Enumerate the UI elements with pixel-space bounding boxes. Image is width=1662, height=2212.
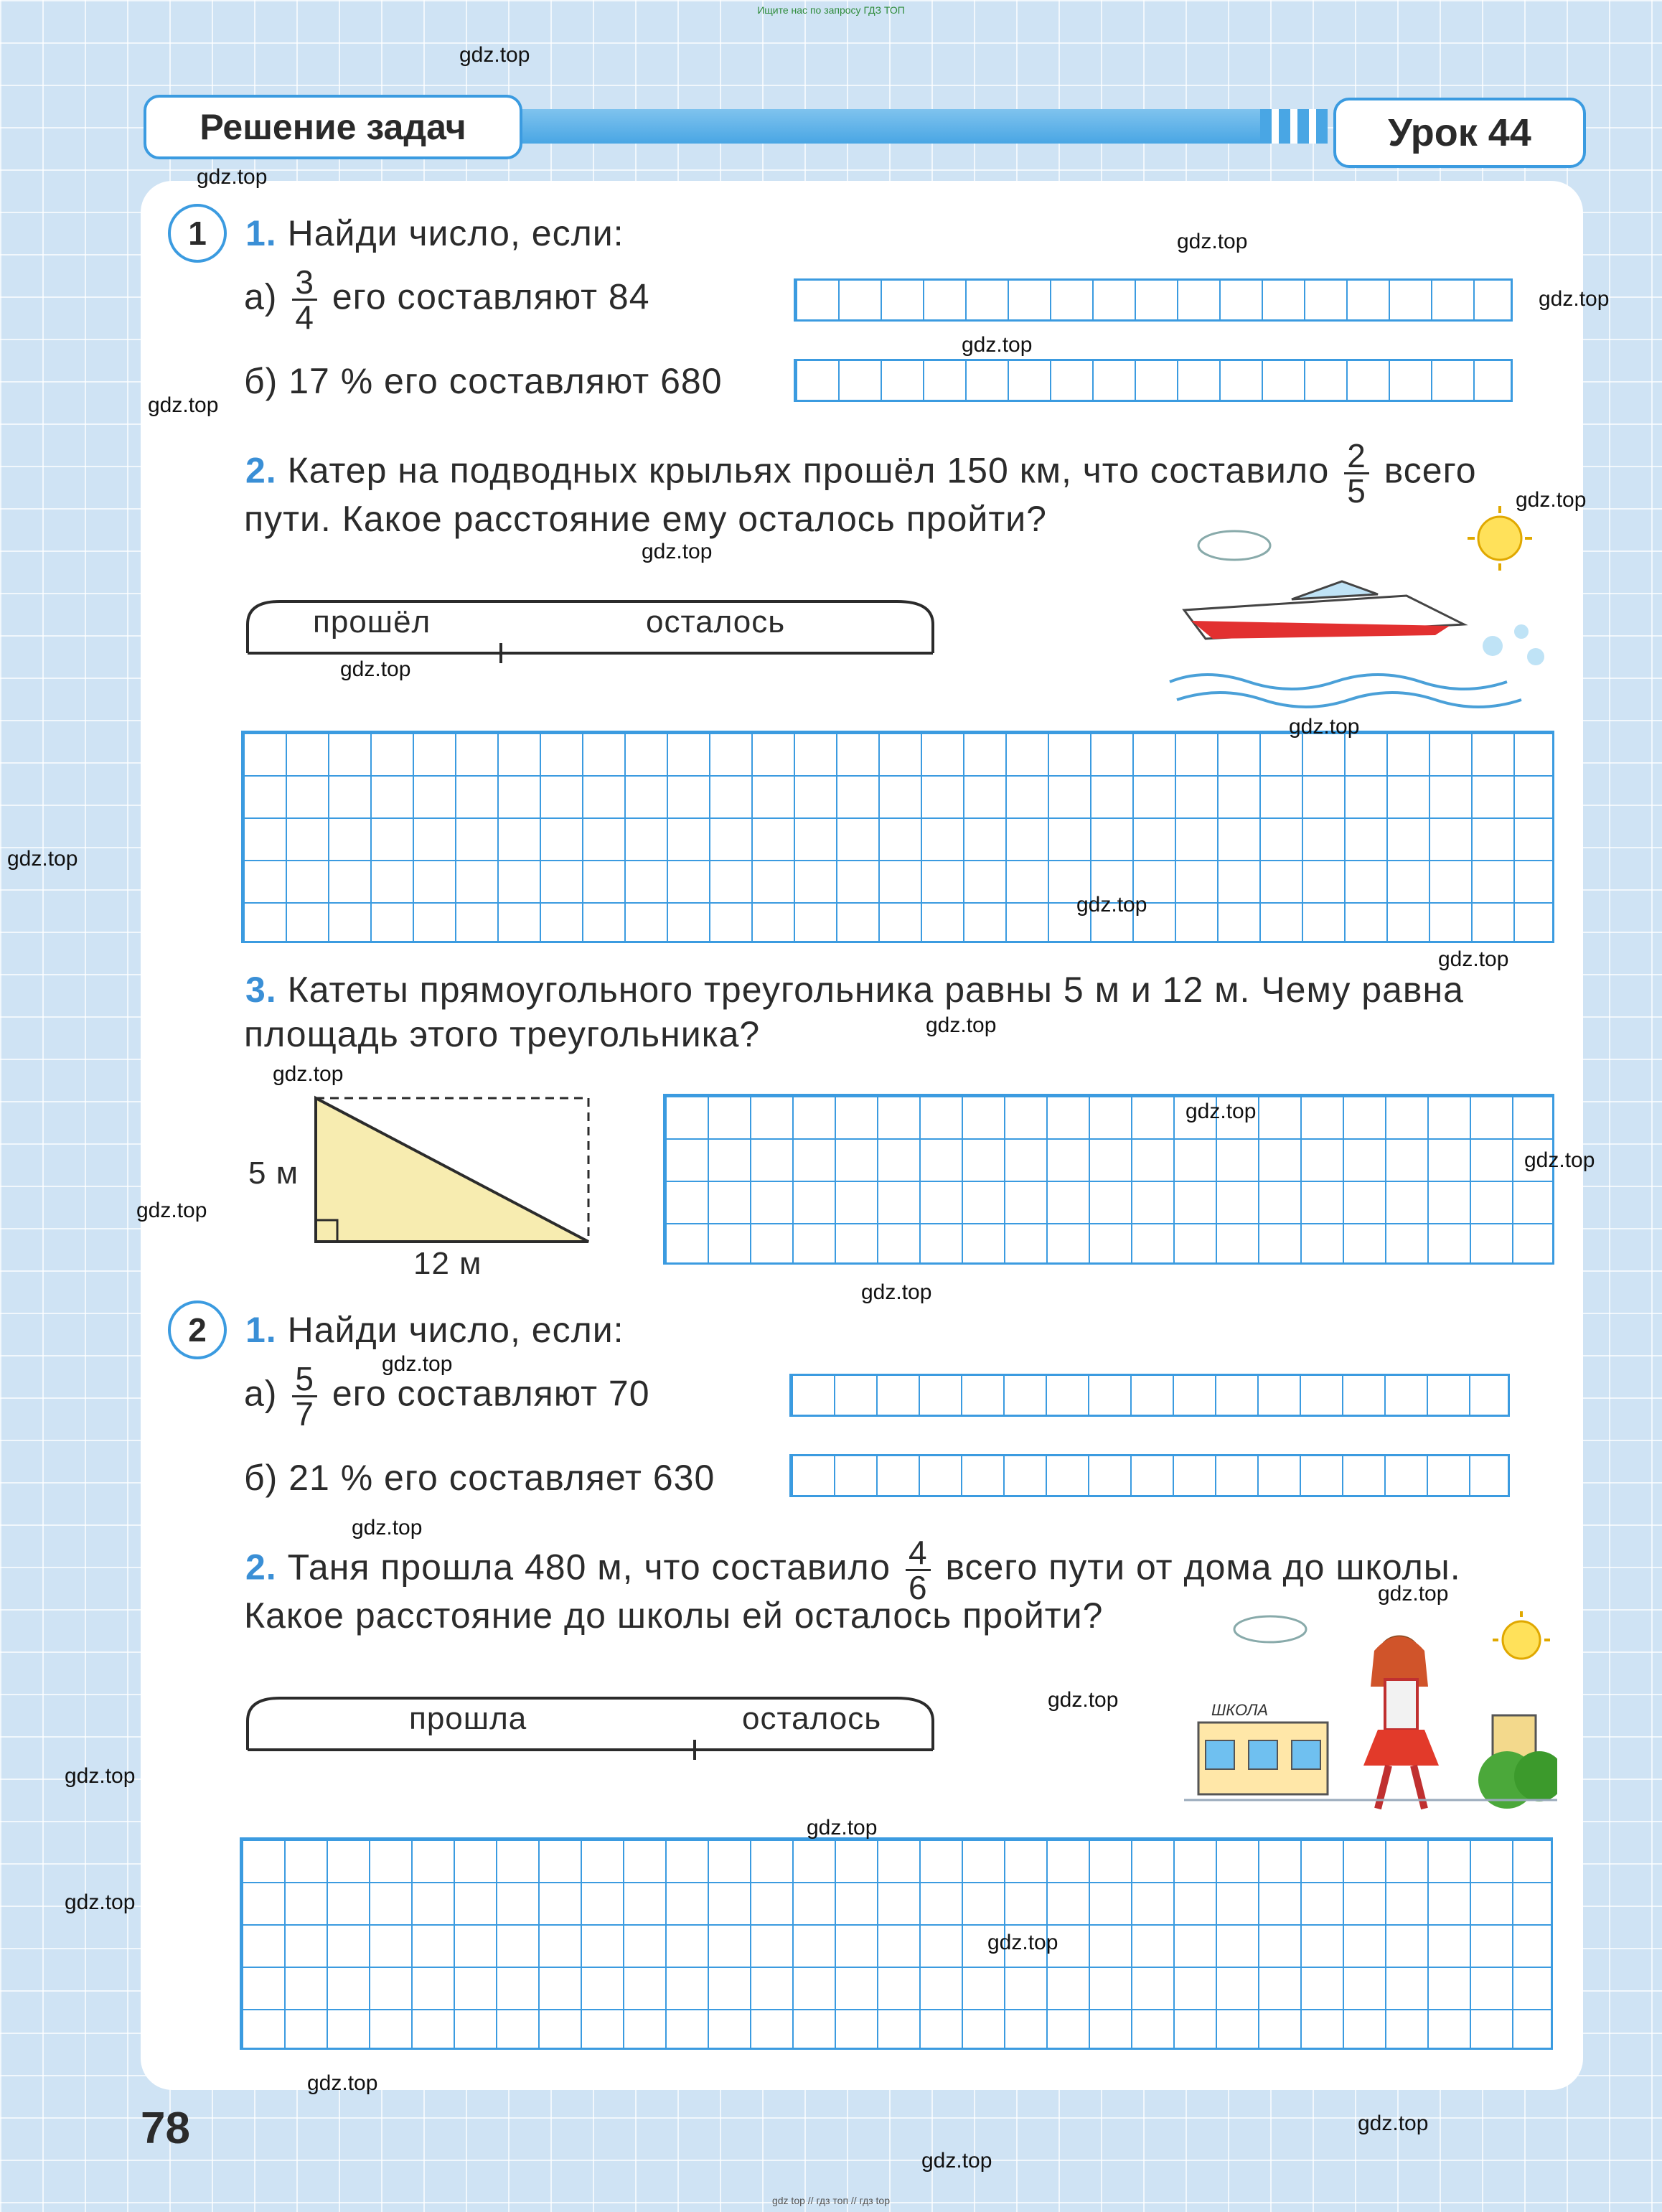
watermark: gdz.top	[926, 1013, 997, 1037]
s2-diagram-right: осталось	[742, 1701, 882, 1736]
watermark: gdz.top	[1524, 1148, 1595, 1172]
hydrofoil-boat-illustration	[1163, 502, 1564, 718]
watermark: gdz.top	[352, 1516, 423, 1540]
answer-row-s2-a[interactable]	[789, 1374, 1510, 1417]
s1-task3-line2: площадь этого треугольника?	[244, 1014, 761, 1054]
s1-task1-heading	[245, 212, 624, 254]
watermark: gdz.top	[273, 1062, 344, 1086]
header-ticks	[1260, 109, 1328, 144]
watermark: gdz.top	[1539, 287, 1610, 311]
s2-task1-text: Найди число, если:	[287, 1310, 624, 1350]
watermark: gdz.top	[1358, 2112, 1429, 2135]
watermark: gdz.top	[136, 1199, 207, 1222]
answer-row-s2-b[interactable]	[789, 1454, 1510, 1497]
watermark: gdz.top	[987, 1931, 1058, 1954]
s2-task2-number: 2.	[245, 1547, 277, 1588]
s2-task2-fraction	[906, 1536, 931, 1604]
s2-task1-number: 1.	[245, 1310, 277, 1350]
s2-task1-a-label: а)	[244, 1373, 278, 1414]
fraction-denominator: 7	[292, 1395, 317, 1430]
s1-task1-a-fraction	[292, 263, 317, 336]
girl-school-illustration	[1184, 1608, 1557, 1816]
solution-grid-s1-task2[interactable]	[241, 731, 1554, 943]
s1-task3-number: 3.	[245, 970, 277, 1010]
watermark: gdz.top	[1177, 230, 1248, 253]
s2-task2-line1	[245, 1536, 1461, 1604]
s2-task2-text: Таня прошла 480 м, что составило	[287, 1547, 891, 1588]
sun-icon	[1493, 1611, 1550, 1659]
right-triangle-figure	[301, 1091, 603, 1249]
fraction-denominator: 5	[1344, 472, 1369, 507]
top-note: Ищите нас по запросу ГДЗ ТОП	[757, 4, 905, 16]
solution-grid-s2-task2[interactable]	[240, 1837, 1553, 2050]
section-title-text: Решение задач	[199, 107, 466, 147]
fraction-numerator: 5	[295, 1360, 314, 1397]
s2-task1-a-fraction	[292, 1360, 317, 1433]
s2-task2-text-end: всего пути от дома до школы.	[945, 1547, 1461, 1588]
watermark: gdz.top	[1289, 715, 1360, 739]
solution-grid-s1-task3[interactable]	[663, 1094, 1554, 1265]
watermark: gdz.top	[861, 1280, 932, 1304]
watermark: gdz.top	[921, 2149, 992, 2173]
s1-task3-text: Катеты прямоугольного треугольника равны 5 м и 12 м. Чему равна	[287, 970, 1464, 1010]
lesson-title	[1333, 98, 1586, 168]
s1-task1-b	[244, 360, 723, 402]
s1-task1-a	[244, 263, 650, 336]
watermark: gdz.top	[1378, 1582, 1449, 1606]
page-number: 78	[141, 2104, 190, 2153]
bottom-note: gdz top // гдз топ // гдз top	[771, 2195, 891, 2206]
s1-task1-b-text: 17 % его составляют 680	[288, 361, 723, 401]
section-title	[144, 95, 522, 159]
cloud-icon	[1198, 531, 1270, 560]
s1-task1-text: Найди число, если:	[287, 213, 624, 253]
s1-task1-a-label: а)	[244, 276, 278, 317]
watermark: gdz.top	[459, 43, 530, 67]
s2-task1-b-text: 21 % его составляет 630	[288, 1458, 715, 1498]
lesson-title-text: Урок 44	[1388, 111, 1531, 154]
s1-task1-a-text: его составляют 84	[332, 276, 650, 317]
watermark: gdz.top	[1076, 893, 1147, 917]
fraction-denominator: 4	[292, 299, 317, 334]
s1-task1-number: 1.	[245, 213, 277, 253]
watermark: gdz.top	[1186, 1100, 1257, 1123]
watermark: gdz.top	[148, 393, 219, 417]
triangle-side-a-label: 5 м	[248, 1156, 299, 1191]
section-1-badge	[168, 204, 227, 263]
fraction-numerator: 3	[295, 263, 314, 301]
watermark: gdz.top	[340, 657, 411, 681]
watermark: gdz.top	[642, 540, 713, 563]
s1-task2-fraction	[1344, 437, 1369, 510]
s1-task2-line2: пути. Какое расстояние ему осталось пройти?	[244, 499, 1047, 539]
s1-task2-text: Катер на подводных крыльях прошёл 150 км, что составило	[287, 450, 1330, 491]
watermark: gdz.top	[197, 165, 268, 189]
s2-task1-a-text: его составляют 70	[332, 1373, 650, 1414]
s1-task2-line1	[245, 437, 1477, 510]
fraction-denominator: 6	[906, 1569, 931, 1604]
triangle-side-b-label: 12 м	[413, 1246, 482, 1281]
fraction-numerator: 4	[909, 1534, 928, 1571]
watermark: gdz.top	[962, 333, 1033, 357]
cloud-icon	[1234, 1616, 1306, 1642]
section-1-badge-text: 1	[188, 215, 207, 252]
s1-diagram-right: осталось	[646, 604, 786, 639]
watermark: gdz.top	[1516, 488, 1587, 512]
watermark: gdz.top	[1048, 1688, 1119, 1712]
s1-task3-line1	[245, 969, 1464, 1011]
watermark: gdz.top	[7, 847, 78, 871]
fraction-numerator: 2	[1347, 437, 1366, 474]
s2-task1-b-label: б)	[244, 1458, 278, 1498]
s2-task1-heading	[245, 1309, 624, 1351]
s2-task1-b	[244, 1457, 715, 1499]
watermark: gdz.top	[65, 1764, 136, 1788]
watermark: gdz.top	[1438, 947, 1509, 971]
s1-task1-b-label: б)	[244, 361, 278, 401]
watermark: gdz.top	[307, 2071, 378, 2095]
s2-task2-line2: Какое расстояние до школы ей осталось пройти?	[244, 1595, 1104, 1636]
answer-row-s1-a[interactable]	[794, 278, 1513, 322]
school-sign-text: ШКОЛА	[1211, 1701, 1269, 1719]
section-2-badge-text: 2	[188, 1311, 207, 1349]
section-2-badge	[168, 1301, 227, 1359]
watermark: gdz.top	[65, 1890, 136, 1914]
watermark: gdz.top	[807, 1816, 878, 1840]
s2-diagram-left: прошла	[409, 1701, 527, 1736]
s1-task2-number: 2.	[245, 450, 277, 491]
s1-task2-text-end: всего	[1384, 450, 1477, 491]
answer-row-s1-b[interactable]	[794, 359, 1513, 402]
s1-diagram-left: прошёл	[313, 604, 431, 639]
header-stripe	[502, 109, 1328, 144]
sun-icon	[1468, 506, 1532, 571]
watermark: gdz.top	[382, 1352, 453, 1376]
girl-figure	[1363, 1636, 1439, 1809]
